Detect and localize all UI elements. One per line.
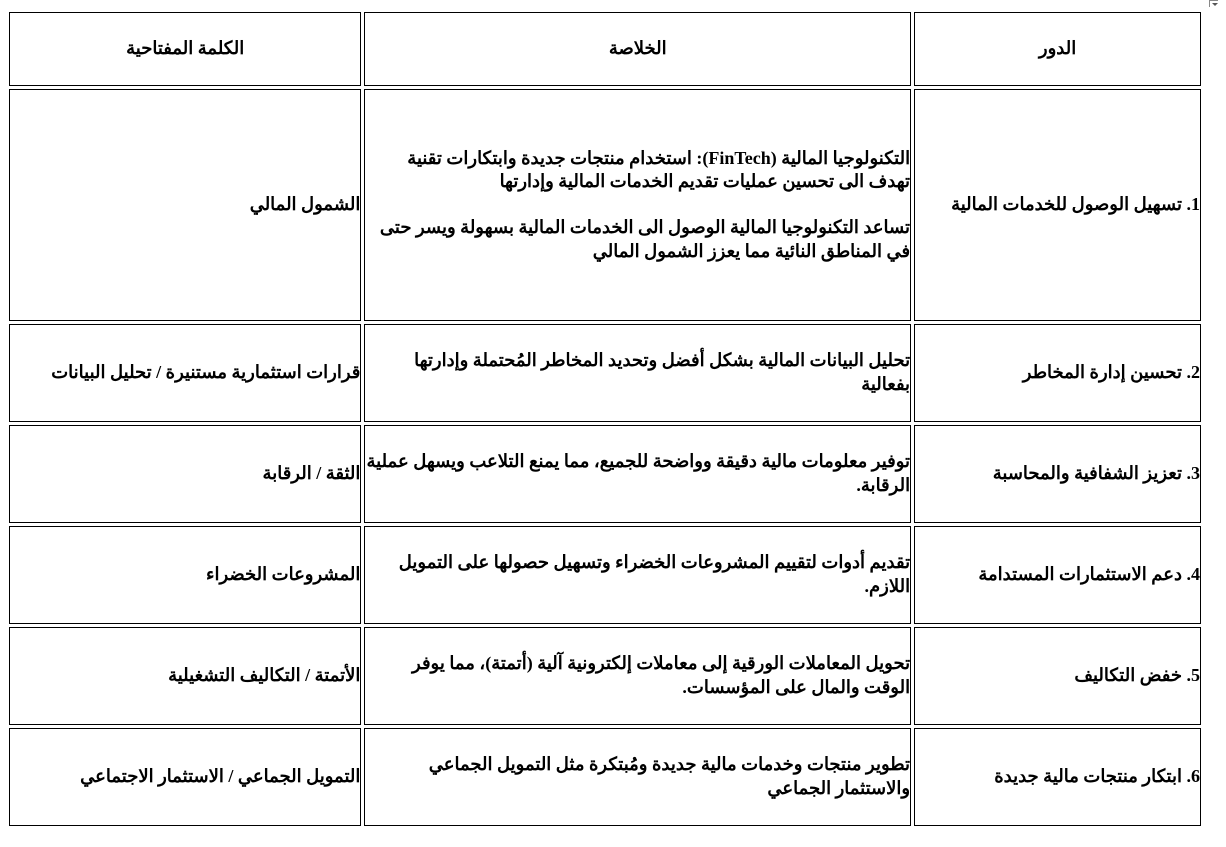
header-keyword: الكلمة المفتاحية xyxy=(9,12,361,86)
role-cell: 2. تحسين إدارة المخاطر xyxy=(914,324,1201,422)
summary-cell xyxy=(364,526,911,624)
summary-paragraph: تطوير منتجات وخدمات مالية جديدة ومُبتكرة مثل التمويل الجماعي والاستثمار الجماعي xyxy=(428,754,911,798)
table-row xyxy=(9,627,1201,725)
keyword-cell: قرارات استثمارية مستنيرة / تحليل البيانات xyxy=(9,324,361,422)
header-summary: الخلاصة xyxy=(364,12,911,86)
keyword-cell: الشمول المالي xyxy=(9,89,361,321)
summary-cell xyxy=(364,627,911,725)
role-cell: 3. تعزيز الشفافية والمحاسبة xyxy=(914,425,1201,523)
table-header-row xyxy=(9,12,1201,86)
summary-cell xyxy=(364,324,911,422)
summary-paragraph: تحليل البيانات المالية بشكل أفضل وتحديد المخاطر المُحتملة وإدارتها بفعالية xyxy=(414,350,911,394)
summary-cell xyxy=(364,425,911,523)
table-row xyxy=(9,526,1201,624)
summary-cell xyxy=(364,728,911,826)
role-cell: 1. تسهيل الوصول للخدمات المالية xyxy=(914,89,1201,321)
keyword-cell: الأتمتة / التكاليف التشغيلية xyxy=(9,627,361,725)
keyword-cell: التمويل الجماعي / الاستثمار الاجتماعي xyxy=(9,728,361,826)
table-row xyxy=(9,89,1201,321)
summary-cell xyxy=(364,89,911,321)
summary-paragraph: تقديم أدوات لتقييم المشروعات الخضراء وتسهيل حصولها على التمويل اللازم. xyxy=(398,552,911,596)
role-cell: 5. خفض التكاليف xyxy=(914,627,1201,725)
summary-paragraph: توفير معلومات مالية دقيقة وواضحة للجميع، مما يمنع التلاعب ويسهل عملية الرقابة. xyxy=(366,451,911,495)
keyword-cell: الثقة / الرقابة xyxy=(9,425,361,523)
table-row xyxy=(9,324,1201,422)
role-cell: 6. ابتكار منتجات مالية جديدة xyxy=(914,728,1201,826)
fintech-roles-table xyxy=(6,9,1204,829)
header-role: الدور xyxy=(914,12,1201,86)
summary-paragraph: تحويل المعاملات الورقية إلى معاملات إلكترونية آلية (أتمتة)، مما يوفر الوقت والمال على المؤسسات. xyxy=(412,653,911,697)
keyword-cell: المشروعات الخضراء xyxy=(9,526,361,624)
table-row xyxy=(9,425,1201,523)
role-cell: 4. دعم الاستثمارات المستدامة xyxy=(914,526,1201,624)
summary-paragraph: تساعد التكنولوجيا المالية الوصول الى الخدمات المالية بسهولة ويسر حتى في المناطق النائية مما يعزز الشمول المالي xyxy=(379,217,911,261)
summary-paragraph: التكنولوجيا المالية (FinTech): استخدام منتجات جديدة وابتكارات تقنية تهدف الى تحسين عمليات تقديم الخدمات المالية وإدارتها xyxy=(407,147,911,192)
table-row xyxy=(9,728,1201,826)
table-move-handle-icon[interactable] xyxy=(1209,0,1218,7)
